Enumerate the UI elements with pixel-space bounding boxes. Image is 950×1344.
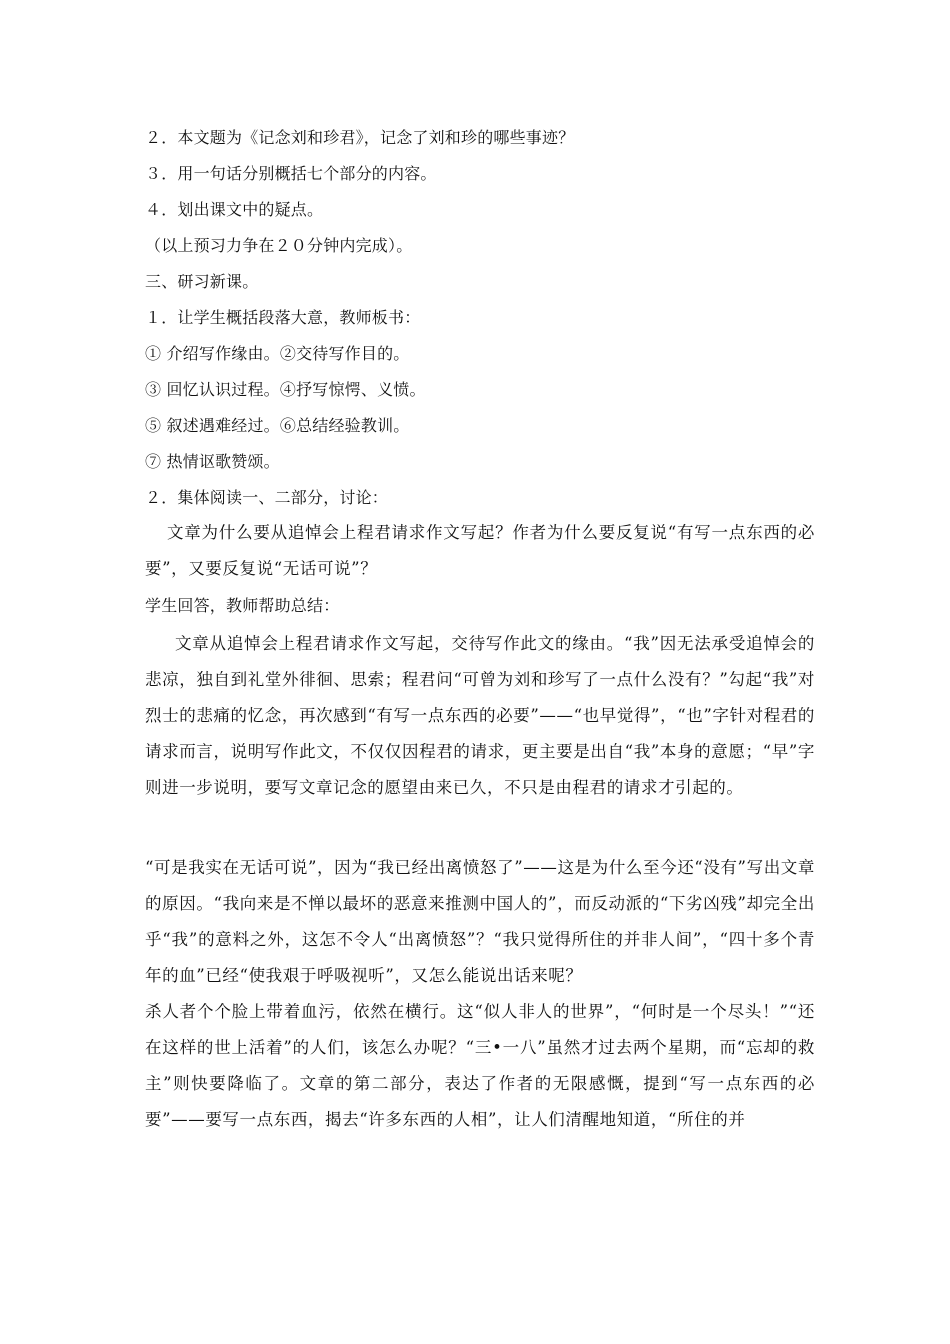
section-heading: 三、研习新课。 (145, 272, 259, 291)
answer-paragraph-3: 杀人者个个脸上带着血污，依然在横行。这“似人非人的世界”，“何时是一个尽头！”“还在这样的世上活着”的人们，该怎么办呢？“三•一八”虽然才过去两个星期，而“忘却的救主”则快要降临了。文章的第二部分，表达了作者的无限感慨，提到“写一点东西的必要”——要写一点东西，揭去“许多东西的人相”，让人们清醒地知道，“所住的并 (145, 1002, 815, 1129)
outline-item: ③ 回忆认识过程。④抒写惊愕、义愤。 (145, 380, 426, 399)
preview-note: （以上预习力争在２０分钟内完成）。 (145, 236, 413, 255)
question-3: ３．用一句话分别概括七个部分的内容。 (145, 164, 437, 183)
outline-item: ⑦ 热情讴歌赞颂。 (145, 452, 280, 471)
question-4: ４．划出课文中的疑点。 (145, 200, 324, 219)
discussion-question: 文章为什么要从追悼会上程君请求作文写起？作者为什么要反复说“有写一点东西的必要”，又要反复说“无话可说”？ (145, 523, 815, 578)
step-1: １．让学生概括段落大意，教师板书： (145, 308, 421, 327)
answer-paragraph-2: “可是我实在无话可说”，因为“我已经出离愤怒了”——这是为什么至今还“没有”写出文章的原因。“我向来是不惮以最坏的恶意来推测中国人的”，而反动派的“下劣凶残”却完全出乎“我”的意料之外，这怎不令人“出离愤怒”？“我只觉得所住的并非人间”，“四十多个青年的血”已经“使我艰于呼吸视听”，又怎么能说出话来呢？ (145, 858, 815, 985)
outline-item: ⑤ 叙述遇难经过。⑥总结经验教训。 (145, 416, 410, 435)
summary-intro: 学生回答，教师帮助总结： (145, 596, 340, 615)
step-2: ２．集体阅读一、二部分，讨论： (145, 488, 389, 507)
outline-item: ① 介绍写作缘由。②交待写作目的。 (145, 344, 410, 363)
question-2: ２．本文题为《记念刘和珍君》，记念了刘和珍的哪些事迹？ (145, 128, 575, 147)
answer-paragraph-1: 文章从追悼会上程君请求作文写起，交待写作此文的缘由。“我”因无法承受追悼会的悲凉，独自到礼堂外徘徊、思索；程君问“可曾为刘和珍写了一点什么没有？”勾起“我”对烈士的悲痛的忆念，再次感到“有写一点东西的必要”——“也早觉得”，“也”字针对程君的请求而言，说明写作此文，不仅仅因程君的请求，更主要是出自“我”本身的意愿；“早”字则进一步说明，要写文章记念的愿望由来已久，不只是由程君的请求才引起的。 (145, 634, 815, 797)
